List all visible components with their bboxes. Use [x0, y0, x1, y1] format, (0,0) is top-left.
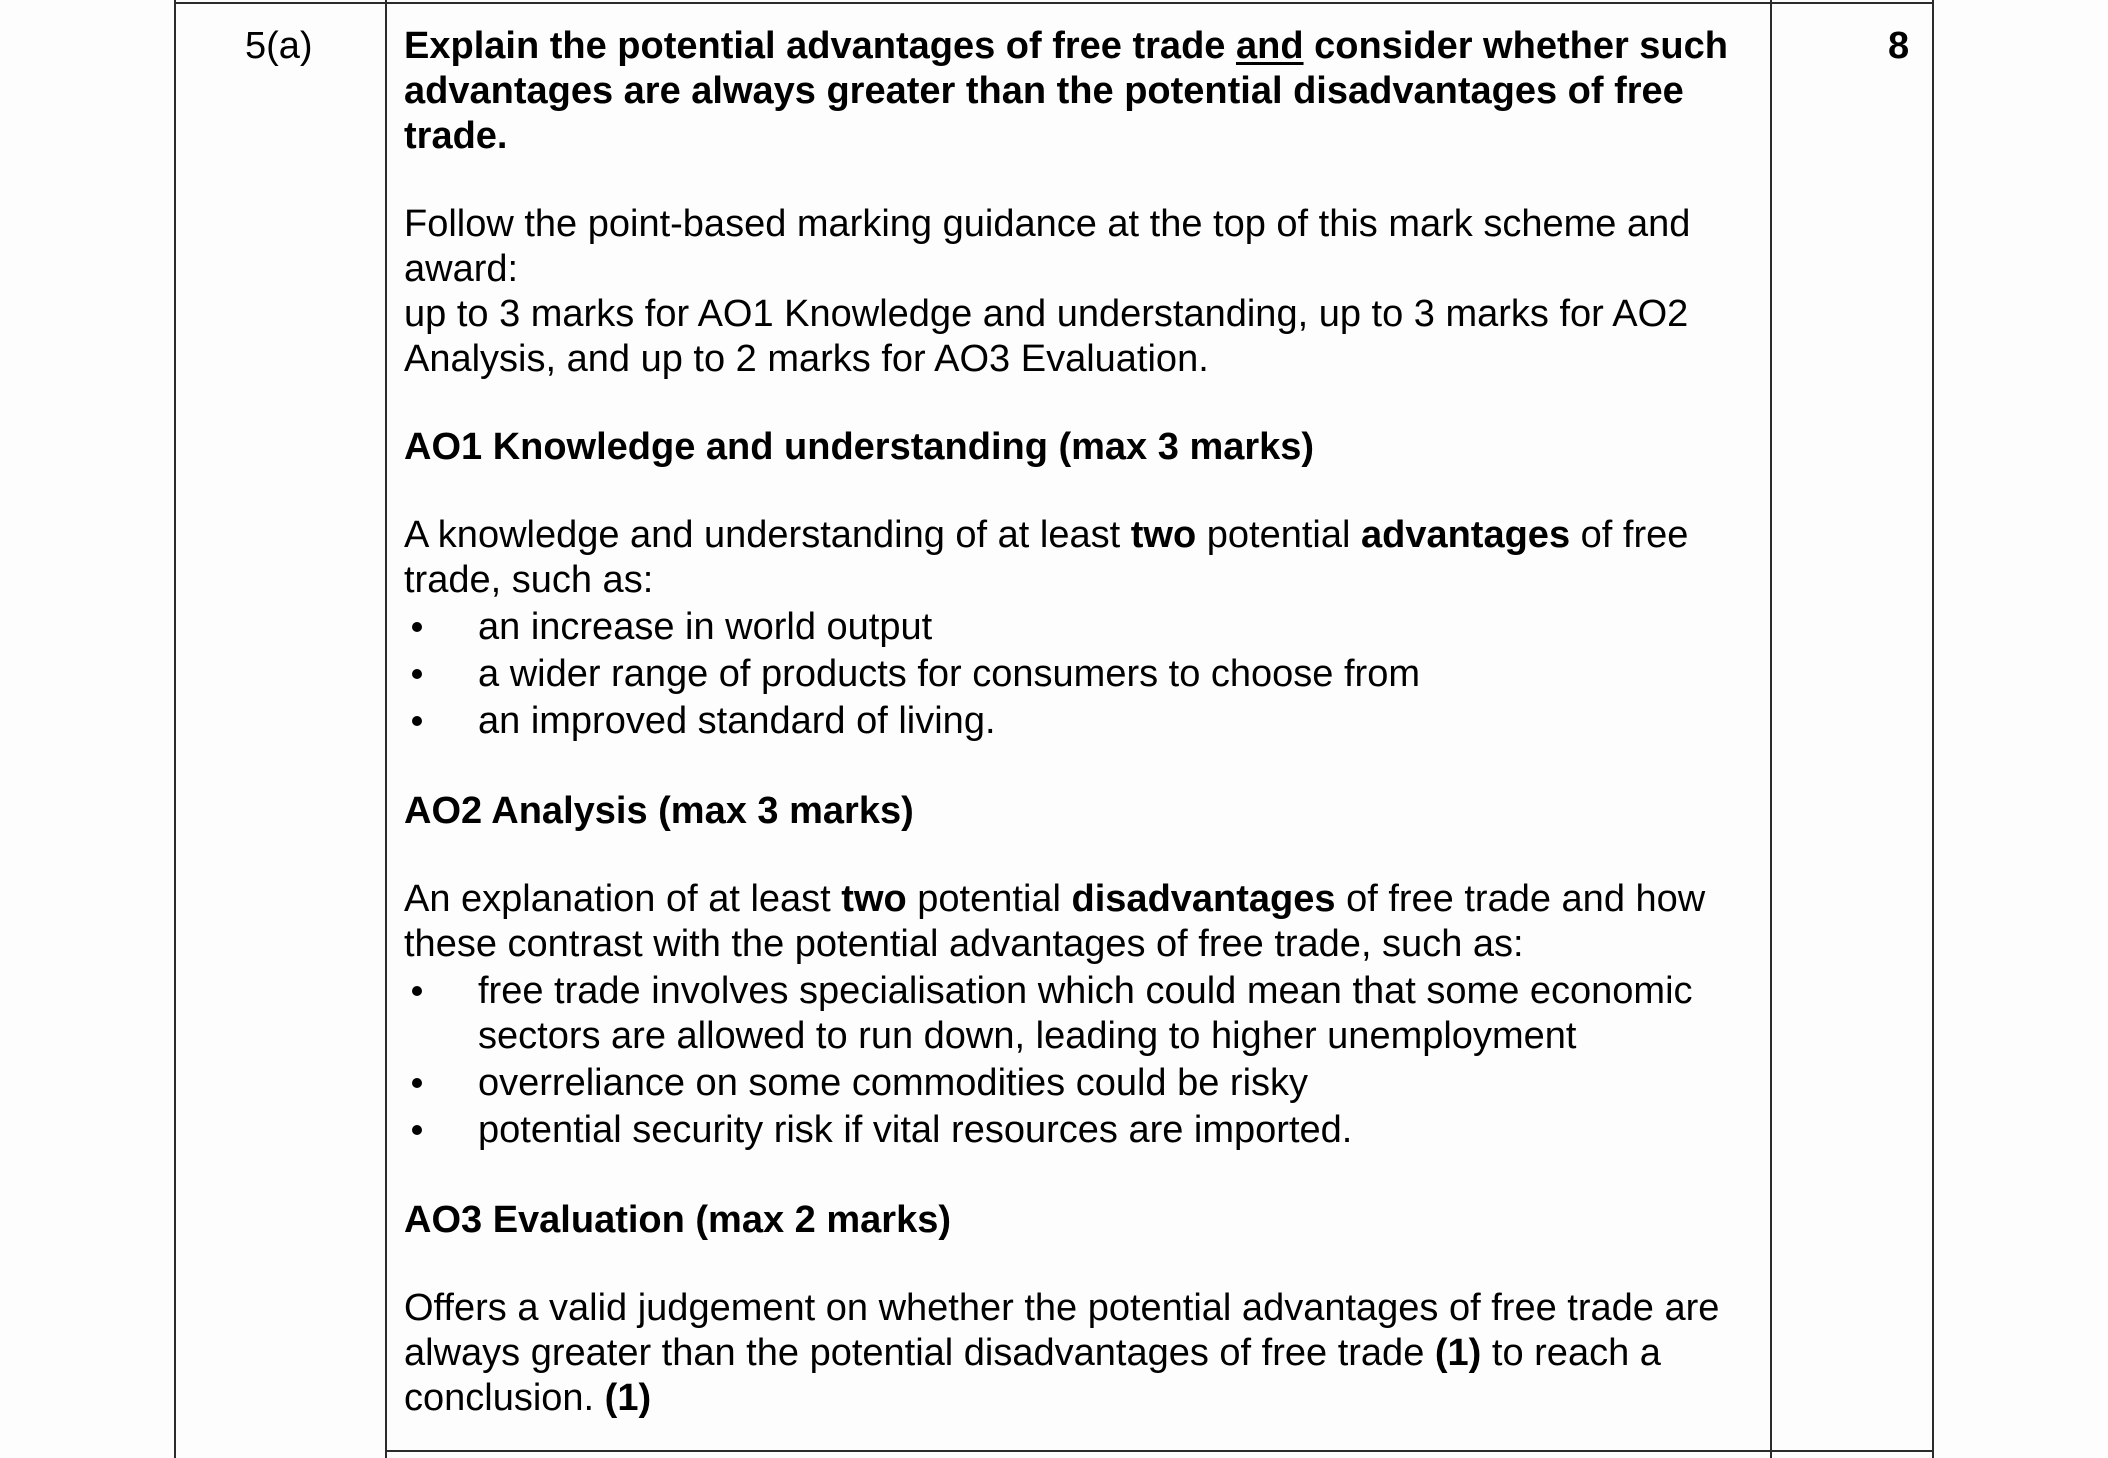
bullet-icon — [412, 1125, 422, 1135]
bullet-icon — [412, 986, 422, 996]
table-border-right — [1932, 0, 1934, 1458]
ao1-intro: A knowledge and understanding of at least two potential advantages of free trade, such as: — [404, 514, 1689, 601]
bullet-icon — [412, 716, 422, 726]
bullet-icon — [412, 622, 422, 632]
underlined-word: and — [1235, 25, 1304, 67]
list-item: a wider range of products for consumers to choose from — [404, 652, 1750, 697]
mark-scheme-content — [404, 24, 1750, 1421]
ao3-heading: AO3 Evaluation (max 2 marks) — [404, 1199, 951, 1241]
table-border-top — [174, 2, 1934, 4]
list-item: potential security risk if vital resources are imported. — [404, 1108, 1750, 1153]
ao2-heading: AO2 Analysis (max 3 marks) — [404, 790, 914, 832]
ao1-heading: AO1 Knowledge and understanding (max 3 marks) — [404, 426, 1315, 468]
question-number: 5(a) — [245, 25, 313, 67]
ao2-bullet-list — [404, 969, 1750, 1153]
guidance-line-2: up to 3 marks for AO1 Knowledge and understanding, up to 3 marks for AO2 Analysis, and up to 2 marks for AO3 Evaluation. — [404, 293, 1689, 380]
table-divider-marks — [1770, 0, 1772, 1458]
question-marks: 8 — [1888, 25, 1910, 67]
guidance-line-1: Follow the point-based marking guidance at the top of this mark scheme and award: — [404, 203, 1691, 290]
bullet-icon — [412, 669, 422, 679]
question-title: Explain the potential advantages of free trade and consider whether such advantages are always greater than the potential disadvantages of free trade. — [404, 25, 1728, 157]
bullet-icon — [412, 1078, 422, 1088]
table-border-left — [174, 0, 176, 1458]
list-item: free trade involves specialisation which could mean that some economic sectors are allowed to run down, leading to higher unemployment — [404, 969, 1750, 1059]
list-item: overreliance on some commodities could be risky — [404, 1061, 1750, 1106]
ao1-bullet-list — [404, 605, 1750, 744]
list-item: an improved standard of living. — [404, 699, 1750, 744]
table-border-bottom — [386, 1450, 1932, 1452]
ao2-intro: An explanation of at least two potential disadvantages of free trade and how these contrast with the potential advantages of free trade, such as: — [404, 878, 1706, 965]
table-divider-question-number — [385, 0, 387, 1458]
ao3-text: Offers a valid judgement on whether the potential advantages of free trade are always greater than the potential disadvantages of free trade (1) to reach a conclusion. (1) — [404, 1287, 1720, 1419]
list-item: an increase in world output — [404, 605, 1750, 650]
